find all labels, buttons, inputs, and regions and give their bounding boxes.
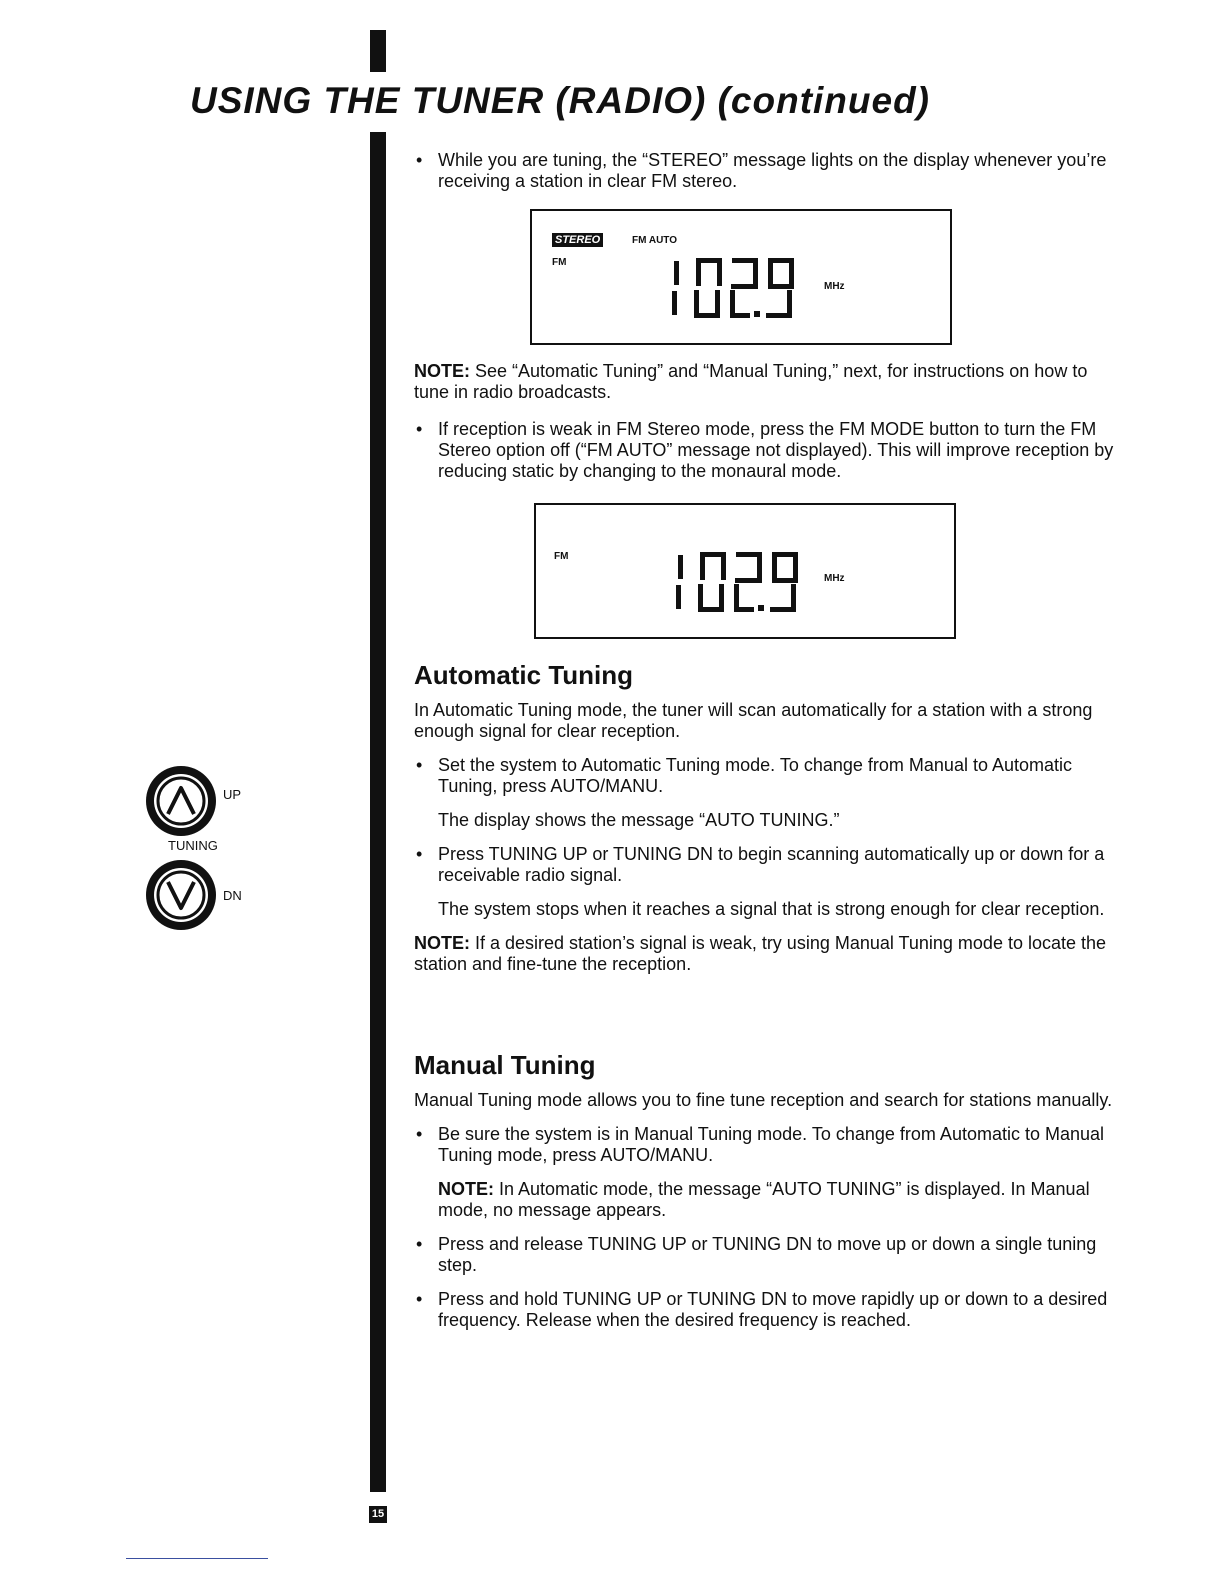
paragraph: The system stops when it reaches a signal that is strong enough for clear reception. (438, 899, 1105, 919)
list-item: • If reception is weak in FM Stereo mode, press the FM MODE button to turn the FM Stereo option off (“FM AUTO” message not displayed). This will improve reception by reducing static by changing to the monaural mode. (414, 419, 1124, 482)
intro-section (414, 150, 1124, 192)
note-text: In Automatic mode, the message “AUTO TUNING” is displayed. In Manual mode, no message appears. (438, 1179, 1090, 1220)
note-paragraph (414, 1179, 1124, 1221)
frequency-readout (672, 547, 822, 617)
fm-auto-indicator: FM AUTO (632, 235, 677, 246)
note-label: NOTE: (438, 1179, 494, 1199)
tuning-label: TUNING (168, 838, 218, 853)
note-label: NOTE: (414, 933, 470, 953)
page-number: 15 (369, 1506, 387, 1523)
list-item: • Press and release TUNING UP or TUNING DN to move up or down a single tuning step. (414, 1234, 1124, 1276)
footnote-rule (126, 1558, 268, 1559)
tuning-up-button (144, 764, 222, 847)
paragraph: Manual Tuning mode allows you to fine tune reception and search for stations manually. (414, 1090, 1113, 1110)
page-title: USING THE TUNER (RADIO) (continued) (190, 80, 931, 121)
section-marker-bar (370, 30, 386, 72)
tuning-down-button (144, 858, 222, 941)
list-item: • Be sure the system is in Manual Tuning mode. To change from Automatic to Manual Tuning mode, press AUTO/MANU. (414, 1124, 1124, 1166)
unit-indicator: MHz (824, 573, 845, 584)
note-paragraph (414, 933, 1124, 975)
up-chevron-icon (144, 764, 222, 842)
list-item: • Press and hold TUNING UP or TUNING DN to move rapidly up or down to a desired frequency. Release when the desired frequency is reached. (414, 1289, 1124, 1331)
down-chevron-icon (144, 858, 222, 936)
band-indicator: FM (552, 257, 567, 268)
band-indicator: FM (554, 551, 569, 562)
note-label: NOTE: (414, 361, 470, 381)
frequency-readout (668, 253, 818, 323)
lcd-display-stereo (530, 209, 952, 345)
automatic-tuning-section (414, 660, 1124, 975)
paragraph: In Automatic Tuning mode, the tuner will scan automatically for a station with a strong enough signal for clear reception. (414, 700, 1093, 741)
note-section (414, 361, 1124, 482)
section-heading: Automatic Tuning (414, 660, 634, 690)
list-item: • Set the system to Automatic Tuning mode. To change from Manual to Automatic Tuning, press AUTO/MANU. (414, 755, 1124, 797)
note-paragraph (414, 361, 1124, 403)
section-heading: Manual Tuning (414, 1050, 596, 1080)
unit-indicator: MHz (824, 281, 845, 292)
down-label: DN (223, 888, 242, 903)
lcd-display-mono (534, 503, 956, 639)
vertical-margin-bar (370, 132, 386, 1492)
list-item: • Press TUNING UP or TUNING DN to begin scanning automatically up or down for a receivable radio signal. (414, 844, 1124, 886)
note-text: If a desired station’s signal is weak, try using Manual Tuning mode to locate the station and fine-tune the reception. (414, 933, 1107, 974)
up-label: UP (223, 787, 242, 802)
paragraph: The display shows the message “AUTO TUNING.” (438, 810, 840, 830)
manual-tuning-section (414, 1050, 1124, 1331)
stereo-indicator: STEREO (552, 233, 603, 247)
note-text: See “Automatic Tuning” and “Manual Tuning,” next, for instructions on how to tune in radio broadcasts. (414, 361, 1088, 402)
list-item: • While you are tuning, the “STEREO” message lights on the display whenever you’re receiving a station in clear FM stereo. (414, 150, 1124, 192)
